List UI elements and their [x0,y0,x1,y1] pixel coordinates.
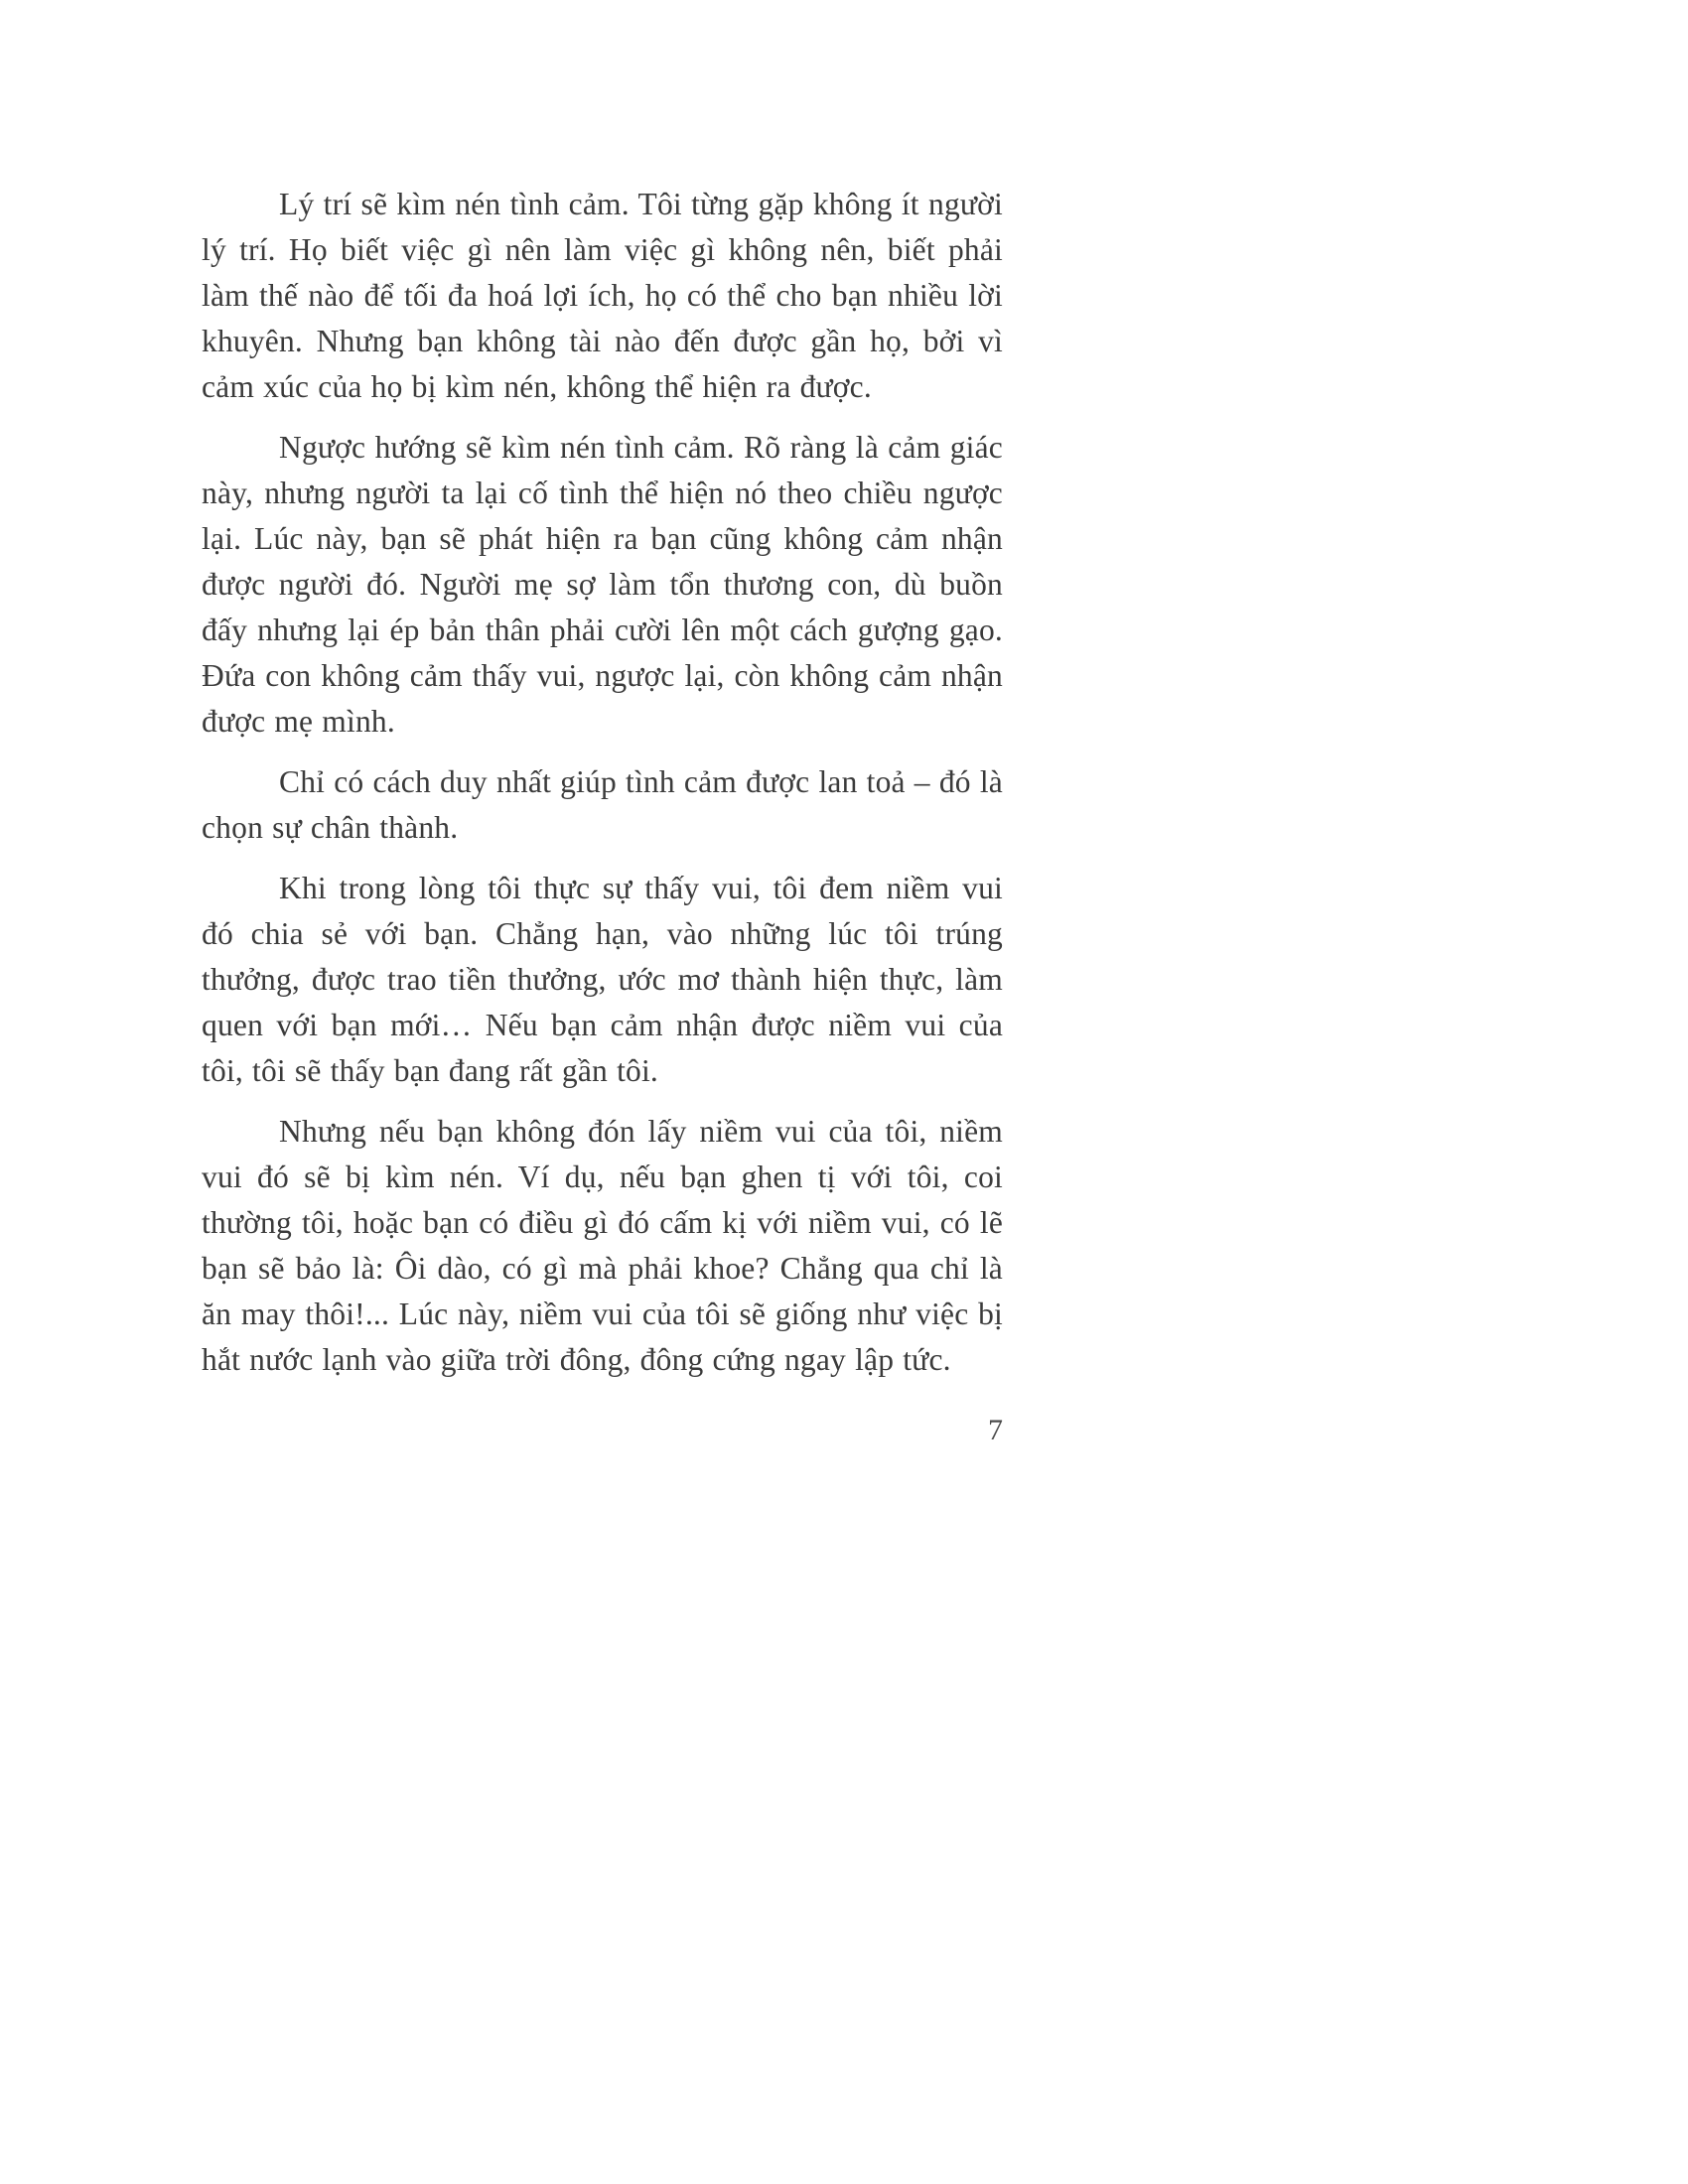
page-text-block [202,182,1003,1450]
paragraph: Khi trong lòng tôi thực sự thấy vui, tôi đem niềm vui đó chia sẻ với bạn. Chẳng hạn, vào những lúc tôi trúng thưởng, được trao tiền thưởng, ước mơ thành hiện thực, làm quen với bạn mới… Nếu bạn cảm nhận được niềm vui của tôi, tôi sẽ thấy bạn đang rất gần tôi. [202,871,1003,1088]
page-number: 7 [988,1414,1003,1446]
paragraph: Ngược hướng sẽ kìm nén tình cảm. Rõ ràng là cảm giác này, nhưng người ta lại cố tình thể hiện nó theo chiều ngược lại. Lúc này, bạn sẽ phát hiện ra bạn cũng không cảm nhận được người đó. Người mẹ sợ làm tổn thương con, dù buồn đấy nhưng lại ép bản thân phải cười lên một cách gượng gạo. Đứa con không cảm thấy vui, ngược lại, còn không cảm nhận được mẹ mình. [202,430,1003,739]
paragraph: Chỉ có cách duy nhất giúp tình cảm được lan toả – đó là chọn sự chân thành. [202,764,1003,845]
paragraph: Lý trí sẽ kìm nén tình cảm. Tôi từng gặp không ít người lý trí. Họ biết việc gì nên làm việc gì không nên, biết phải làm thế nào để tối đa hoá lợi ích, họ có thể cho bạn nhiều lời khuyên. Nhưng bạn không tài nào đến được gần họ, bởi vì cảm xúc của họ bị kìm nén, không thể hiện ra được. [202,187,1003,404]
paragraph: Nhưng nếu bạn không đón lấy niềm vui của tôi, niềm vui đó sẽ bị kìm nén. Ví dụ, nếu bạn ghen tị với tôi, coi thường tôi, hoặc bạn có điều gì đó cấm kị với niềm vui, có lẽ bạn sẽ bảo là: Ôi dào, có gì mà phải khoe? Chẳng qua chỉ là ăn may thôi!... Lúc này, niềm vui của tôi sẽ giống như việc bị hắt nước lạnh vào giữa trời đông, đông cứng ngay lập tức. [202,1114,1003,1377]
